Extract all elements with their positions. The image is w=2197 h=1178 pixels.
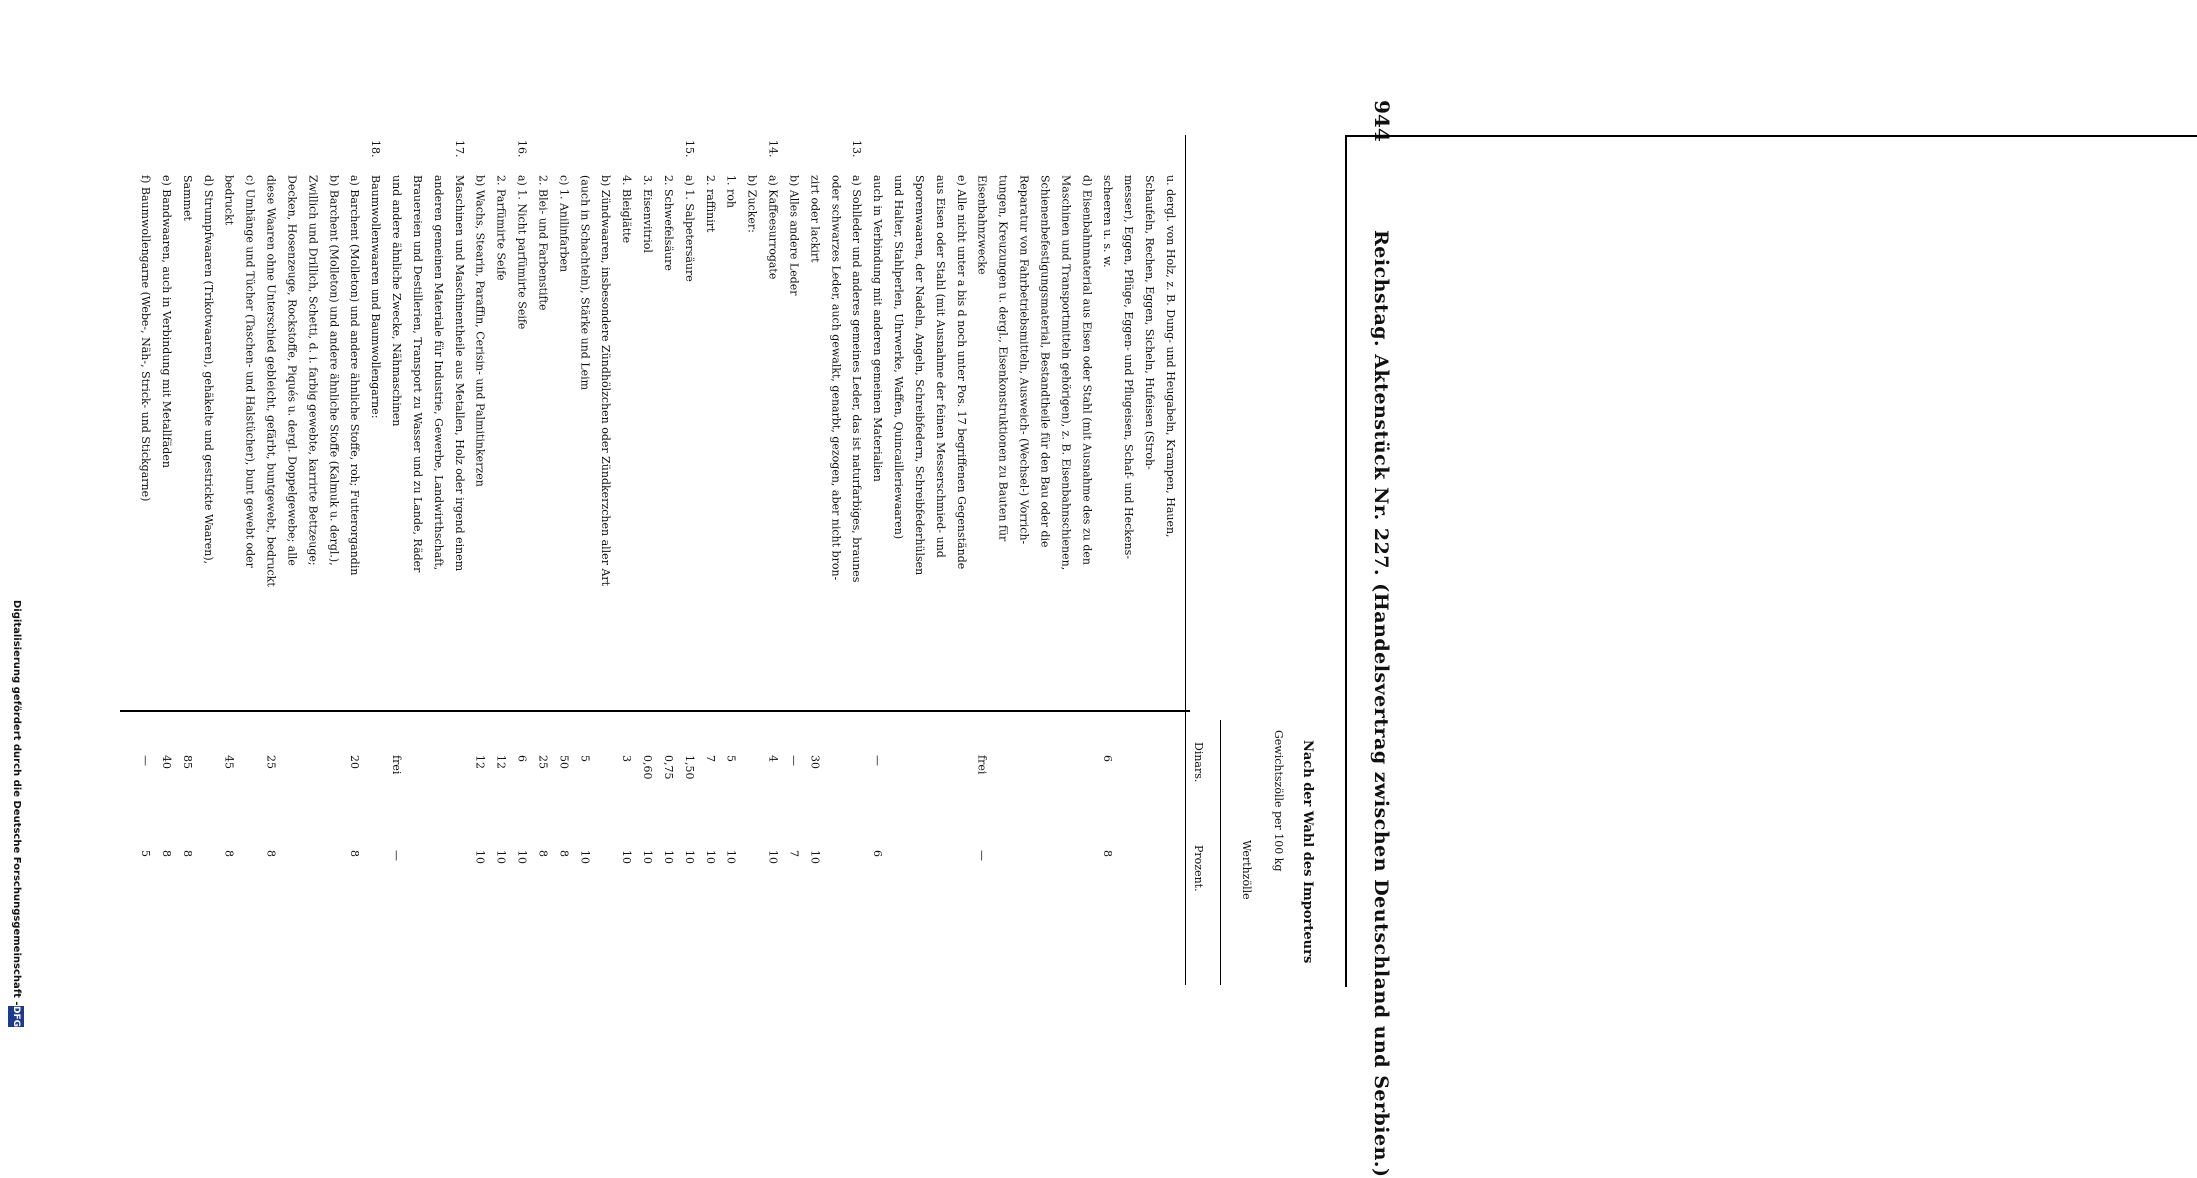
- table-row: [747, 0, 763, 1000]
- table-row: [788, 0, 804, 1000]
- specific-duty-value: 0,75: [661, 755, 675, 780]
- item-description: b) Alles andere Leder: [787, 175, 801, 296]
- item-description: diese Waaren ohne Unterschied gebleicht, gefärbt, buntgewebt, bedruckt: [264, 175, 278, 587]
- specific-duty-value: —: [787, 755, 801, 766]
- table-row: [454, 0, 470, 1000]
- group-heading: Nach der Wahl des Importeurs: [1300, 740, 1315, 964]
- table-row: [537, 0, 553, 1000]
- ad-valorem-value: 5: [139, 850, 152, 857]
- item-number: 16.: [515, 140, 529, 158]
- ad-valorem-value: 8: [536, 850, 550, 857]
- table-row: [621, 0, 637, 1000]
- ad-valorem-value: 8: [1101, 850, 1115, 857]
- table-row: [349, 0, 365, 1000]
- table-row: [1144, 0, 1160, 1000]
- page-number: 944: [1370, 100, 1394, 142]
- unit-rule: [1220, 720, 1221, 985]
- ad-valorem-value: 8: [557, 850, 571, 857]
- item-description: c) 1. Anilinfarben: [557, 175, 571, 273]
- item-description: b) Wachs, Stearin, Paraffin, Cerisin- und Palmitinkerzen: [473, 175, 487, 487]
- item-description: 2. Parfümirte Seife: [494, 175, 508, 281]
- item-description: Maschinen und Transportmitteln gehörigen), z. B. Eisenbahnschienen,: [1059, 175, 1073, 571]
- item-description: c) Umhänge und Tücher (Taschen- und Halstücher), bunt gewebt oder: [243, 175, 257, 568]
- specific-duty-value: 25: [536, 755, 550, 769]
- ad-valorem-value: 10: [661, 850, 675, 864]
- col1-heading: Gewichtszölle per 100 kg: [1272, 730, 1285, 872]
- specific-duty-value: 20: [348, 755, 362, 769]
- item-number: 15.: [682, 140, 696, 158]
- item-description: tungen, Kreuzungen u. dergl., Eisenkonstruktionen zu Bauten für: [996, 175, 1010, 542]
- ad-valorem-value: 10: [473, 850, 487, 864]
- table-row: [517, 0, 533, 1000]
- table-row: [956, 0, 972, 1000]
- ad-valorem-value: 10: [724, 850, 738, 864]
- table-row: [1060, 0, 1076, 1000]
- item-description: Maschinen und Maschinentheile aus Metallen, Holz oder irgend einem: [452, 175, 466, 572]
- item-description: und andere ähnliche Zwecke, Nähmaschinen: [390, 175, 404, 427]
- table-row: [433, 0, 449, 1000]
- table-row: [977, 0, 993, 1000]
- table-row: [203, 0, 219, 1000]
- item-description: 2. Blei- und Farbenstifte: [536, 175, 550, 311]
- item-description: bedruckt: [222, 175, 236, 226]
- table-row: [1039, 0, 1055, 1000]
- specific-duty-value: 5: [578, 755, 592, 762]
- table-row: [830, 0, 846, 1000]
- item-description: Schienenbefestigungsmaterial, Bestandtheile für den Bau oder die: [1038, 175, 1052, 548]
- table-row: [370, 0, 386, 1000]
- specific-duty-value: 5: [724, 755, 738, 762]
- table-row: [998, 0, 1014, 1000]
- item-description: a) 1. Salpetersäure: [682, 175, 696, 282]
- item-description: und Halter, Stahlperlen, Uhrwerke, Waffen, Quincailleriewaaren): [892, 175, 906, 540]
- specific-duty-value: 7: [703, 755, 717, 762]
- table-row: [726, 0, 742, 1000]
- ad-valorem-value: —: [975, 850, 989, 861]
- item-description: aus Eisen oder Stahl (mit Ausnahme der feinen Messerschmied- und: [933, 175, 947, 558]
- specific-duty-value: 85: [180, 755, 194, 769]
- specific-duty-value: 3: [620, 755, 634, 762]
- item-description: 1. roh: [724, 175, 738, 208]
- item-description: zirt oder lackirt: [808, 175, 822, 263]
- specific-duty-value: 45: [222, 755, 236, 769]
- table-row: [935, 0, 951, 1000]
- item-description: 2. raffinirt: [703, 175, 717, 233]
- ad-valorem-value: 6: [871, 850, 885, 857]
- table-row: [475, 0, 491, 1000]
- item-description: f) Baumwollengarne (Webe-, Näh-, Strick- und Stickgarne): [139, 175, 152, 502]
- specific-duty-value: 40: [159, 755, 173, 769]
- ad-valorem-value: 10: [703, 850, 717, 864]
- item-description: d) Eisenbahnmaterial aus Eisen oder Stahl (mit Ausnahme des zu den: [1080, 175, 1094, 565]
- table-row: [391, 0, 407, 1000]
- table-row: [224, 0, 240, 1000]
- table-row: [1165, 0, 1181, 1000]
- item-description: Decken, Hosenzeuge, Rockstoffe, Piqués u. dergl. Doppelgewebe; alle: [285, 175, 299, 566]
- table-row: [600, 0, 616, 1000]
- table-row: [851, 0, 867, 1000]
- table-row: [663, 0, 679, 1000]
- table-row: [705, 0, 721, 1000]
- specific-duty-value: —: [139, 755, 152, 766]
- table-row: [328, 0, 344, 1000]
- funding-note: Digitalisierung gefördert durch die Deutsche Forschungsgemeinschaft -: [11, 600, 22, 1006]
- specific-duty-value: 1,50: [682, 755, 696, 780]
- ad-valorem-value: 8: [159, 850, 173, 857]
- specific-duty-value: 6: [515, 755, 529, 762]
- table-row: [579, 0, 595, 1000]
- running-title: Reichstag. Aktenstück Nr. 227. (Handelsvertrag zwischen Deutschland und Serbien.): [1370, 230, 1392, 1178]
- header-rule: [1345, 135, 2197, 987]
- dfg-logo: DFG: [8, 1006, 24, 1027]
- item-description: a) Kaffeesurrogate: [766, 175, 780, 280]
- table-row: [496, 0, 512, 1000]
- specific-duty-value: 12: [473, 755, 487, 769]
- col1-unit: Dinars.: [1192, 742, 1205, 783]
- ad-valorem-value: 8: [264, 850, 278, 857]
- table-row: [1019, 0, 1035, 1000]
- ad-valorem-value: 8: [348, 850, 362, 857]
- ad-valorem-value: 8: [180, 850, 194, 857]
- item-description: e) Alle nicht unter a bis d noch unter Pos. 17 begriffenen Gegenstände: [954, 175, 968, 570]
- specific-duty-value: frei: [390, 755, 404, 775]
- col2-heading: Werthzölle: [1240, 840, 1253, 900]
- table-row: [140, 0, 156, 1000]
- ad-valorem-value: 10: [494, 850, 508, 864]
- table-row: [1081, 0, 1097, 1000]
- item-description: a) 1. Nicht parfümirte Seife: [515, 175, 529, 330]
- item-description: messer), Eggen, Pflüge, Eggen- und Pflugeisen, Schaf- und Heckens-: [1122, 175, 1136, 559]
- item-description: a) Barchent (Molleton) und andere ähnliche Stoffe, roh; Futterorgandin: [348, 175, 362, 576]
- item-number: 14.: [766, 140, 780, 158]
- item-description: scheeren u. s. w.: [1101, 175, 1115, 268]
- table-row: [182, 0, 198, 1000]
- table-row: [768, 0, 784, 1000]
- item-number: 13.: [850, 140, 864, 158]
- item-description: b) Zucker:: [745, 175, 759, 233]
- table-row: [893, 0, 909, 1000]
- ad-valorem-value: 8: [222, 850, 236, 857]
- specific-duty-value: 30: [808, 755, 822, 769]
- col2-unit: Prozent.: [1192, 845, 1205, 892]
- table-row: [412, 0, 428, 1000]
- item-description: a) Sohlleder und anderes gemeines Leder, das ist naturfarbiges, braunes: [850, 175, 864, 583]
- table-row: [558, 0, 574, 1000]
- specific-duty-value: 12: [494, 755, 508, 769]
- table-row: [872, 0, 888, 1000]
- item-description: Brauereien und Destillerien, Transport zu Wasser und zu Lande, Räder: [410, 175, 424, 573]
- table-row: [914, 0, 930, 1000]
- table-row: [307, 0, 323, 1000]
- item-description: Zwillich und Drillich, Schetti, d. i. farbig gewebte, karrirte Bettzeuge;: [306, 175, 320, 566]
- ad-valorem-value: 10: [682, 850, 696, 864]
- specific-duty-value: 50: [557, 755, 571, 769]
- specific-duty-value: 4: [766, 755, 780, 762]
- specific-duty-value: 6: [1101, 755, 1115, 762]
- item-description: Reparatur von Fahrbetriebsmitteln, Ausweich- (Wechsel-) Vorrich-: [1017, 175, 1031, 545]
- table-row: [1102, 0, 1118, 1000]
- table-row: [684, 0, 700, 1000]
- table-row: [245, 0, 261, 1000]
- specific-duty-value: —: [871, 755, 885, 766]
- item-description: d) Strumpfwaaren (Trikotwaaren), gehäkelte und gestrickte Waaren),: [201, 175, 215, 565]
- item-number: 18.: [369, 140, 383, 158]
- table-row: [1123, 0, 1139, 1000]
- item-number: 17.: [452, 140, 466, 158]
- item-description: auch in Verbindung mit anderen gemeinen Materialien: [871, 175, 885, 482]
- item-description: Sporenwaaren, der Nadeln, Angeln, Schreibfedern, Schreibfederhülsen: [912, 175, 926, 576]
- item-description: Schaufeln, Rechen, Eggen, Sicheln, Hufeisen (Stroh-: [1143, 175, 1157, 470]
- table-row: [161, 0, 177, 1000]
- item-description: Sammet: [180, 175, 194, 221]
- table-row: [642, 0, 658, 1000]
- item-description: (auch in Schachteln), Stärke und Leim: [578, 175, 592, 391]
- item-description: 3. Eisenvitriol: [641, 175, 655, 253]
- item-description: Baumwollenwaaren und Baumwollengarne:: [369, 175, 383, 419]
- specific-duty-value: frei: [975, 755, 989, 775]
- ad-valorem-value: 10: [620, 850, 634, 864]
- table-row: [809, 0, 825, 1000]
- specific-duty-value: 25: [264, 755, 278, 769]
- item-description: Eisenbahnzwecke: [975, 175, 989, 275]
- item-description: b) Barchent (Molleton) und andere ähnliche Stoffe (Kalmuk u. dergl.),: [327, 175, 341, 566]
- table-row: [266, 0, 282, 1000]
- item-description: 4. Bleiglätte: [620, 175, 634, 244]
- ad-valorem-value: 10: [641, 850, 655, 864]
- ad-valorem-value: 10: [766, 850, 780, 864]
- item-description: oder schwarzes Leder, auch gewalkt, genarbt, gezogen, aber nicht bron-: [829, 175, 843, 581]
- item-description: e) Bandwaaren, auch in Verbindung mit Metallfäden: [159, 175, 173, 468]
- table-row: [286, 0, 302, 1000]
- ad-valorem-value: —: [390, 850, 404, 861]
- item-description: 2. Schwefelsäure: [661, 175, 675, 271]
- ad-valorem-value: 10: [515, 850, 529, 864]
- specific-duty-value: 0,60: [641, 755, 655, 780]
- ad-valorem-value: 7: [787, 850, 801, 857]
- funding-footer: [4, 600, 24, 1027]
- item-description: anderen gemeinen Materiale für Industrie, Gewerbe, Landwirthschaft,: [431, 175, 445, 571]
- item-description: u. dergl. von Holz, z. B. Dung- und Heugabeln, Krampen, Hauen,: [1164, 175, 1177, 538]
- item-description: b) Zündwaaren, insbesondere Zündhölzchen oder Zündkerzchen aller Art: [599, 175, 613, 587]
- ad-valorem-value: 10: [578, 850, 592, 864]
- ad-valorem-value: 10: [808, 850, 822, 864]
